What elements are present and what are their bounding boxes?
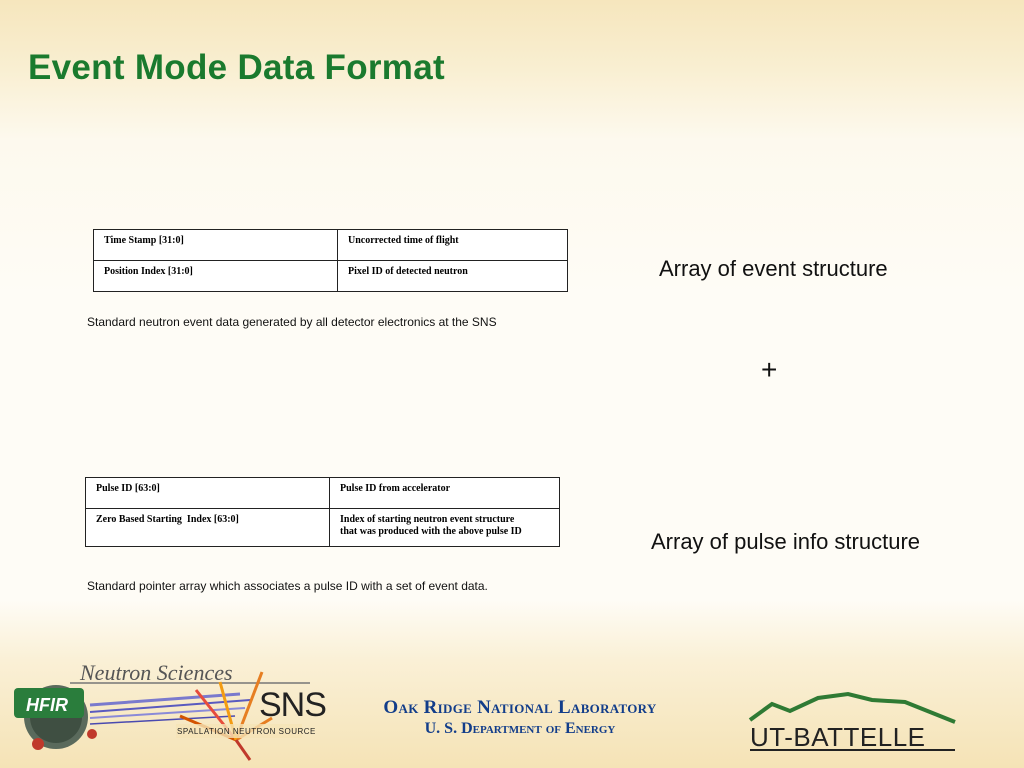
pulse-table-caption: Standard pointer array which associates a pulse ID with a set of event data. [87,579,488,593]
table-row [94,261,568,292]
description-line: Index of starting neutron event structure [340,514,515,525]
pulse-structure-label: Array of pulse info structure [651,529,921,554]
field-cell: Pulse ID [63:0] [86,478,330,509]
table-row [94,230,568,261]
sns-label: SNS [259,686,326,724]
ornl-footer [330,697,710,738]
event-structure-label: Array of event structure [659,256,888,281]
description-cell: Pulse ID from accelerator [330,478,560,509]
plus-sign: + [761,354,778,385]
table-row [86,509,560,547]
ut-battelle-label: UT-BATTELLE [750,722,926,752]
ornl-name: Oak Ridge National Laboratory [383,697,657,718]
doe-name: U. S. Department of Energy [424,720,616,737]
event-structure-table [93,229,568,292]
description-cell: Pixel ID of detected neutron [338,261,568,292]
field-cell: Time Stamp [31:0] [94,230,338,261]
field-cell: Position Index [31:0] [94,261,338,292]
neutron-sciences-label: Neutron Sciences [80,660,233,685]
field-cell: Zero Based Starting Index [63:0] [86,509,330,547]
pulse-info-table [85,477,560,547]
description-cell: Uncorrected time of flight [338,230,568,261]
hfir-label: HFIR [26,695,68,715]
table-row [86,478,560,509]
description-cell [330,509,560,547]
page-title: Event Mode Data Format [28,48,445,87]
sns-subtitle: SPALLATION NEUTRON SOURCE [177,727,316,736]
event-table-caption: Standard neutron event data generated by all detector electronics at the SNS [87,315,497,329]
description-line: that was produced with the above pulse ID [340,526,522,537]
